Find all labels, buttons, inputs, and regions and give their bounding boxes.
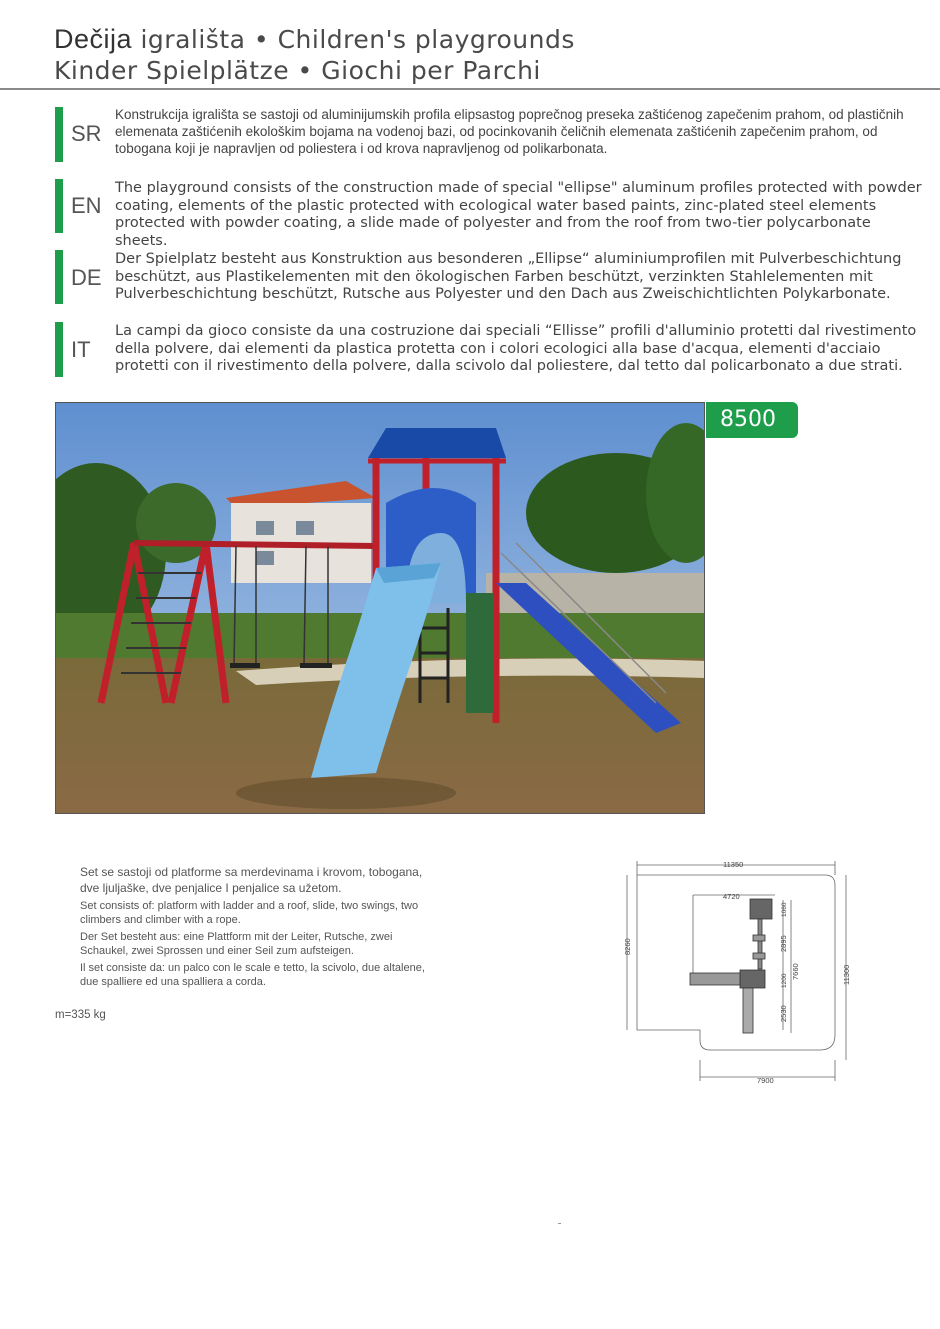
lang-bar-de: [55, 250, 63, 304]
stray-mark: [558, 1223, 561, 1224]
slide-plan: [690, 973, 740, 985]
dim-d5: 7660: [791, 963, 800, 980]
lang-text-it: La campi da gioco consiste da una costruzione dai speciali “Ellisse” profili d'alluminio protetti dal rivestimento della polvere, dai elementi da plastica protetta con i colori ecologici alla base d'acqua, elementi d'acciaio protetti con il rivestimento della polvere, dalla scivolo dal poliestere, dal tetto dal policarbonato a due strati.: [115, 323, 917, 374]
swing-beam: [758, 919, 762, 969]
title-word-decija: Dečija: [54, 24, 133, 54]
dim-left: 8260: [623, 938, 632, 955]
dim-inner-top: 4720: [723, 892, 740, 901]
page-title-line1: [54, 24, 575, 55]
roof-platform: [750, 899, 772, 919]
safety-zone-outline: [637, 875, 835, 1050]
dim-right: 11300: [842, 964, 851, 985]
dim-top: 11350: [723, 860, 744, 869]
page-title-line2: Kinder Spielplätze • Giochi per Parchi: [54, 56, 541, 85]
dim-bottom: 7900: [757, 1076, 774, 1085]
description-de: Der Set besteht aus: eine Plattform mit der Leiter, Rutsche, zwei Schaukel, zwei Sprossen und einer Seil zum aufsteigen.: [80, 931, 393, 957]
dim-d2: 2895: [779, 935, 788, 952]
plan-svg: [615, 855, 860, 1085]
lang-code-sr: SR: [71, 121, 102, 146]
header-divider: [0, 88, 940, 90]
lang-bar-it: [55, 322, 63, 377]
lang-bar-sr: [55, 107, 63, 162]
lang-code-en: EN: [71, 193, 102, 218]
mass-label: m=335 kg: [55, 1009, 106, 1021]
plan-drawing: [615, 855, 860, 1085]
playground-illustration: [56, 403, 705, 814]
title-rest: igrališta • Children's playgrounds: [140, 25, 575, 54]
lang-bar-en: [55, 179, 63, 233]
description-en: Set consists of: platform with ladder and a roof, slide, two swings, two climbers and climber with a rope.: [80, 900, 419, 926]
dim-d4: 2530: [779, 1005, 788, 1022]
lang-text-en: The playground consists of the construction made of special "ellipse" aluminum profiles protected with powder coating, elements of the plastic protected with ecological water based paints, zinc-plated steel elements protected with powder coating, a slide made of polyester and from the roof from two-tier polycarbonate sheets.: [115, 180, 922, 249]
lang-code-it: IT: [71, 337, 91, 362]
product-photo: [55, 402, 705, 814]
lang-text-de: Der Spielplatz besteht aus Konstruktion aus besonderen „Ellipse“ aluminiumprofilen mit Pulverbeschichtung beschützt, aus Plastikelementen mit den ökologischen Farben beschützt, verzinkten Stahlelementen mit Pulverbeschichtung beschützt, Rutsche aus Polyester und den Dach aus Zweischichtlichten Polykarbonate.: [115, 251, 902, 302]
climber-plan: [743, 988, 753, 1033]
lang-code-de: DE: [71, 265, 102, 290]
dim-d3: 1200: [781, 973, 788, 988]
description-it: Il set consiste da: un palco con le scale e tetto, la scivolo, due altalene, due spalliere ed una spalliera a corda.: [80, 962, 425, 988]
tower-platform: [740, 970, 765, 988]
product-code-badge: 8500: [706, 402, 798, 438]
dim-d1: 1060: [781, 902, 788, 917]
description-sr: Set se sastoji od platforme sa merdevinama i krovom, tobogana, dve ljuljaške, dve penjalice I penjalice sa užetom.: [80, 865, 423, 895]
lang-text-sr: Konstrukcija igrališta se sastoji od aluminijumskih profila elipsastog poprečnog preseka zaštićenog zapečenim prahom, od plastičnih elemenata zaštićenih ekološkim bojama na vodenoj bazi, od pocinkovanih čeličnih elemenata zaštićenih zapečenim prahom, od tobogana koji je napravljen od poliestera i od krova napravljenog od polikarbonata.: [115, 107, 904, 156]
